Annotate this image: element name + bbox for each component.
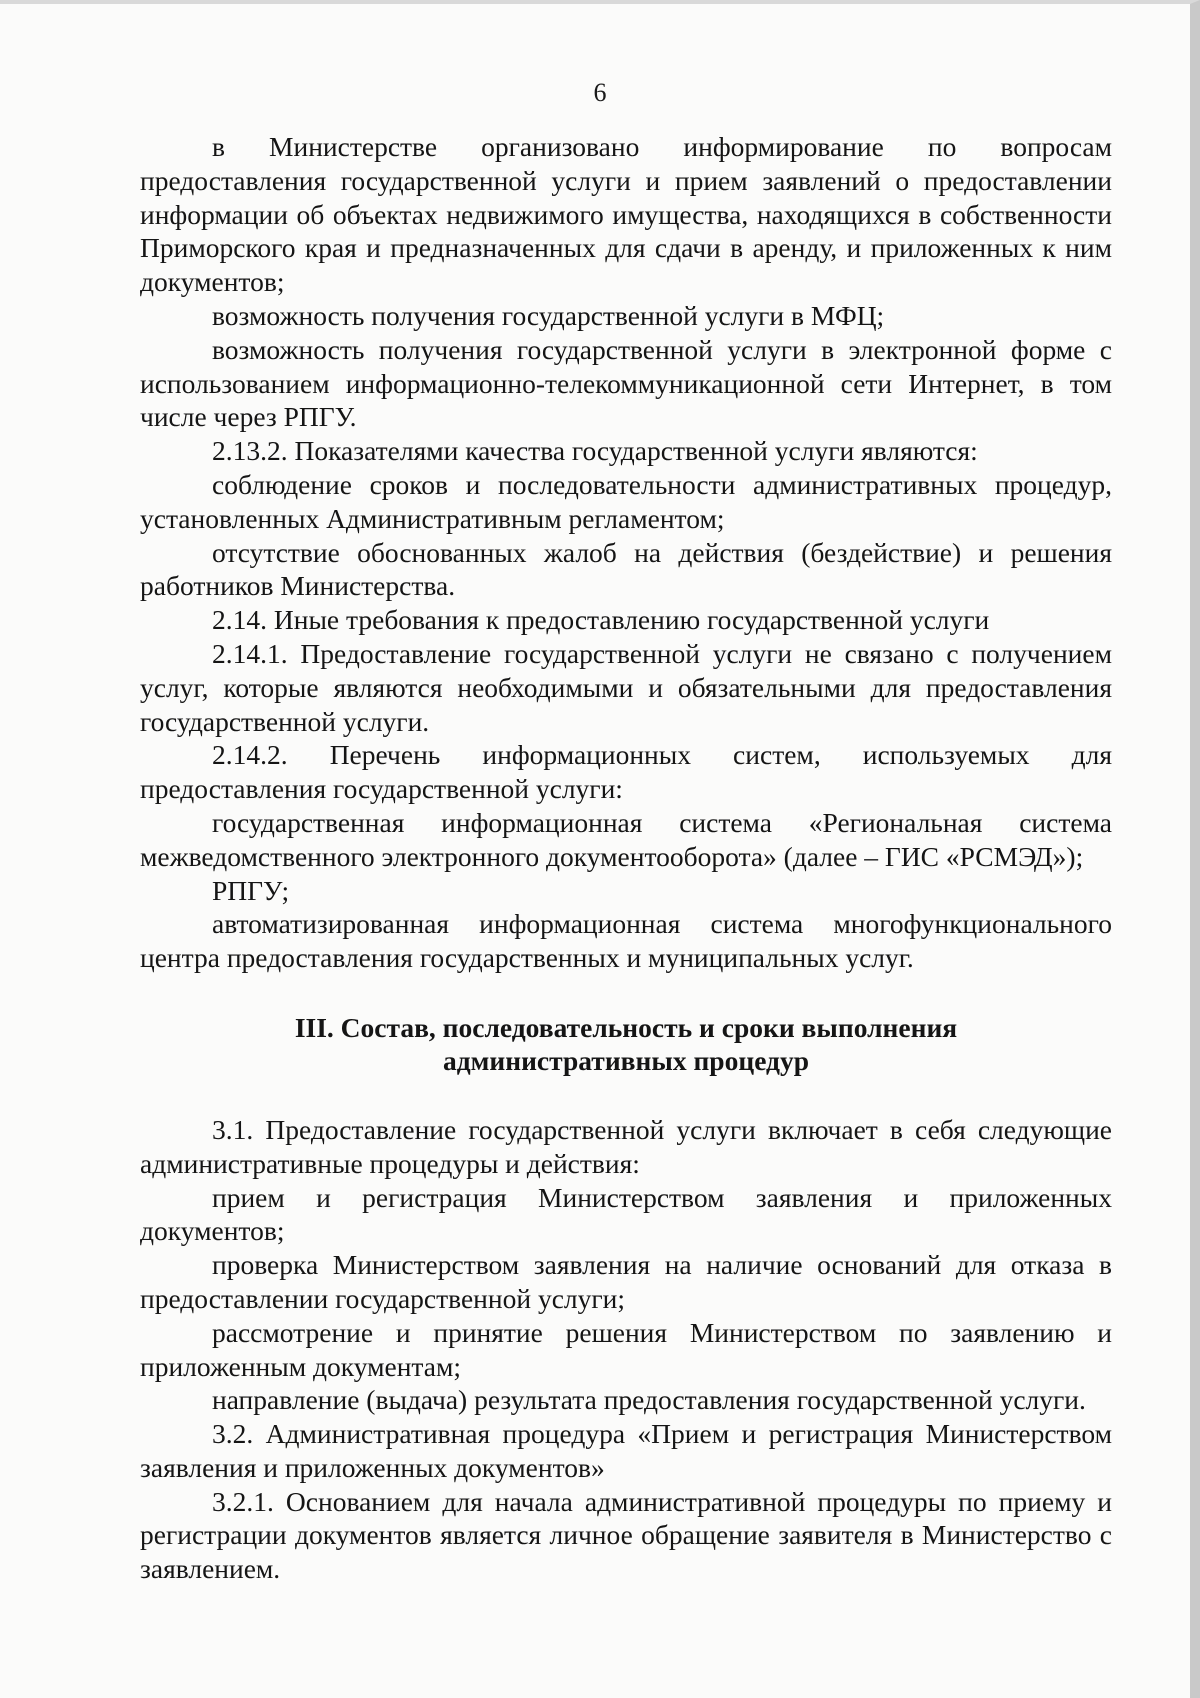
paragraph-deadlines: соблюдение сроков и последовательности административных процедур, установленных Административным регламентом; bbox=[140, 468, 1112, 534]
paragraph-electronic-option: возможность получения государственной услуги в электронной форме с использованием информационно-телекоммуникационной сети Интернет, в том числе через РПГУ. bbox=[140, 333, 1112, 433]
paragraph-complaints: отсутствие обоснованных жалоб на действия (бездействие) и решения работников Министерства. bbox=[140, 536, 1112, 602]
paragraph-3-2-1: 3.2.1. Основанием для начала административной процедуры по приему и регистрации документов является личное обращение заявителя в Министерство с заявлением. bbox=[140, 1485, 1112, 1585]
paragraph-mfc-option: возможность получения государственной услуги в МФЦ; bbox=[212, 299, 885, 331]
document-body bbox=[140, 130, 1112, 1586]
section-heading bbox=[140, 1011, 1112, 1077]
paragraph-2-13-2: 2.13.2. Показателями качества государственной услуги являются: bbox=[212, 435, 978, 467]
paragraph-reception-registration: прием и регистрация Министерством заявления и приложенных документов; bbox=[140, 1181, 1112, 1247]
section-heading-line-2: административных процедур bbox=[443, 1044, 809, 1076]
page-number: 6 bbox=[593, 78, 607, 107]
paragraph-2-14-2: 2.14.2. Перечень информационных систем, используемых для предоставления государственной услуги: bbox=[140, 739, 1112, 805]
paragraph-result-issuance: направление (выдача) результата предоставления государственной услуги. bbox=[212, 1384, 1086, 1416]
paragraph-gis-rsmed: государственная информационная система «Региональная система межведомственного электронного документооборота» (далее – ГИС «РСМЭД»); bbox=[140, 806, 1112, 872]
paragraph-3-2: 3.2. Административная процедура «Прием и регистрация Министерством заявления и приложенных документов» bbox=[140, 1418, 1112, 1483]
paragraph-rpgu: РПГУ; bbox=[212, 874, 290, 906]
paragraph-ais-mfc: автоматизированная информационная система многофункционального центра предоставления государственных и муниципальных услуг. bbox=[140, 908, 1112, 974]
paragraph-ministry-information: в Министерстве организовано информирование по вопросам предоставления государственной услуги и прием заявлений о предоставлении информации об объектах недвижимого имущества, находящихся в собственности Приморского края и предназначенных для сдачи в аренду, и приложенных к ним документов; bbox=[140, 131, 1112, 298]
paragraph-review-decision: рассмотрение и принятие решения Министерством по заявлению и приложенным документам; bbox=[140, 1316, 1112, 1382]
paragraph-3-1: 3.1. Предоставление государственной услуги включает в себя следующие административные процедуры и действия: bbox=[140, 1113, 1112, 1179]
paragraph-2-14-1: 2.14.1. Предоставление государственной услуги не связано с получением услуг, которые являются необходимыми и обязательными для предоставления государственной услуги. bbox=[140, 637, 1112, 737]
paragraph-2-14: 2.14. Иные требования к предоставлению государственной услуги bbox=[212, 604, 990, 636]
paragraph-verification: проверка Министерством заявления на наличие оснований для отказа в предоставлении государственной услуги; bbox=[140, 1249, 1112, 1314]
section-heading-line-1: III. Состав, последовательность и сроки выполнения bbox=[294, 1011, 958, 1043]
